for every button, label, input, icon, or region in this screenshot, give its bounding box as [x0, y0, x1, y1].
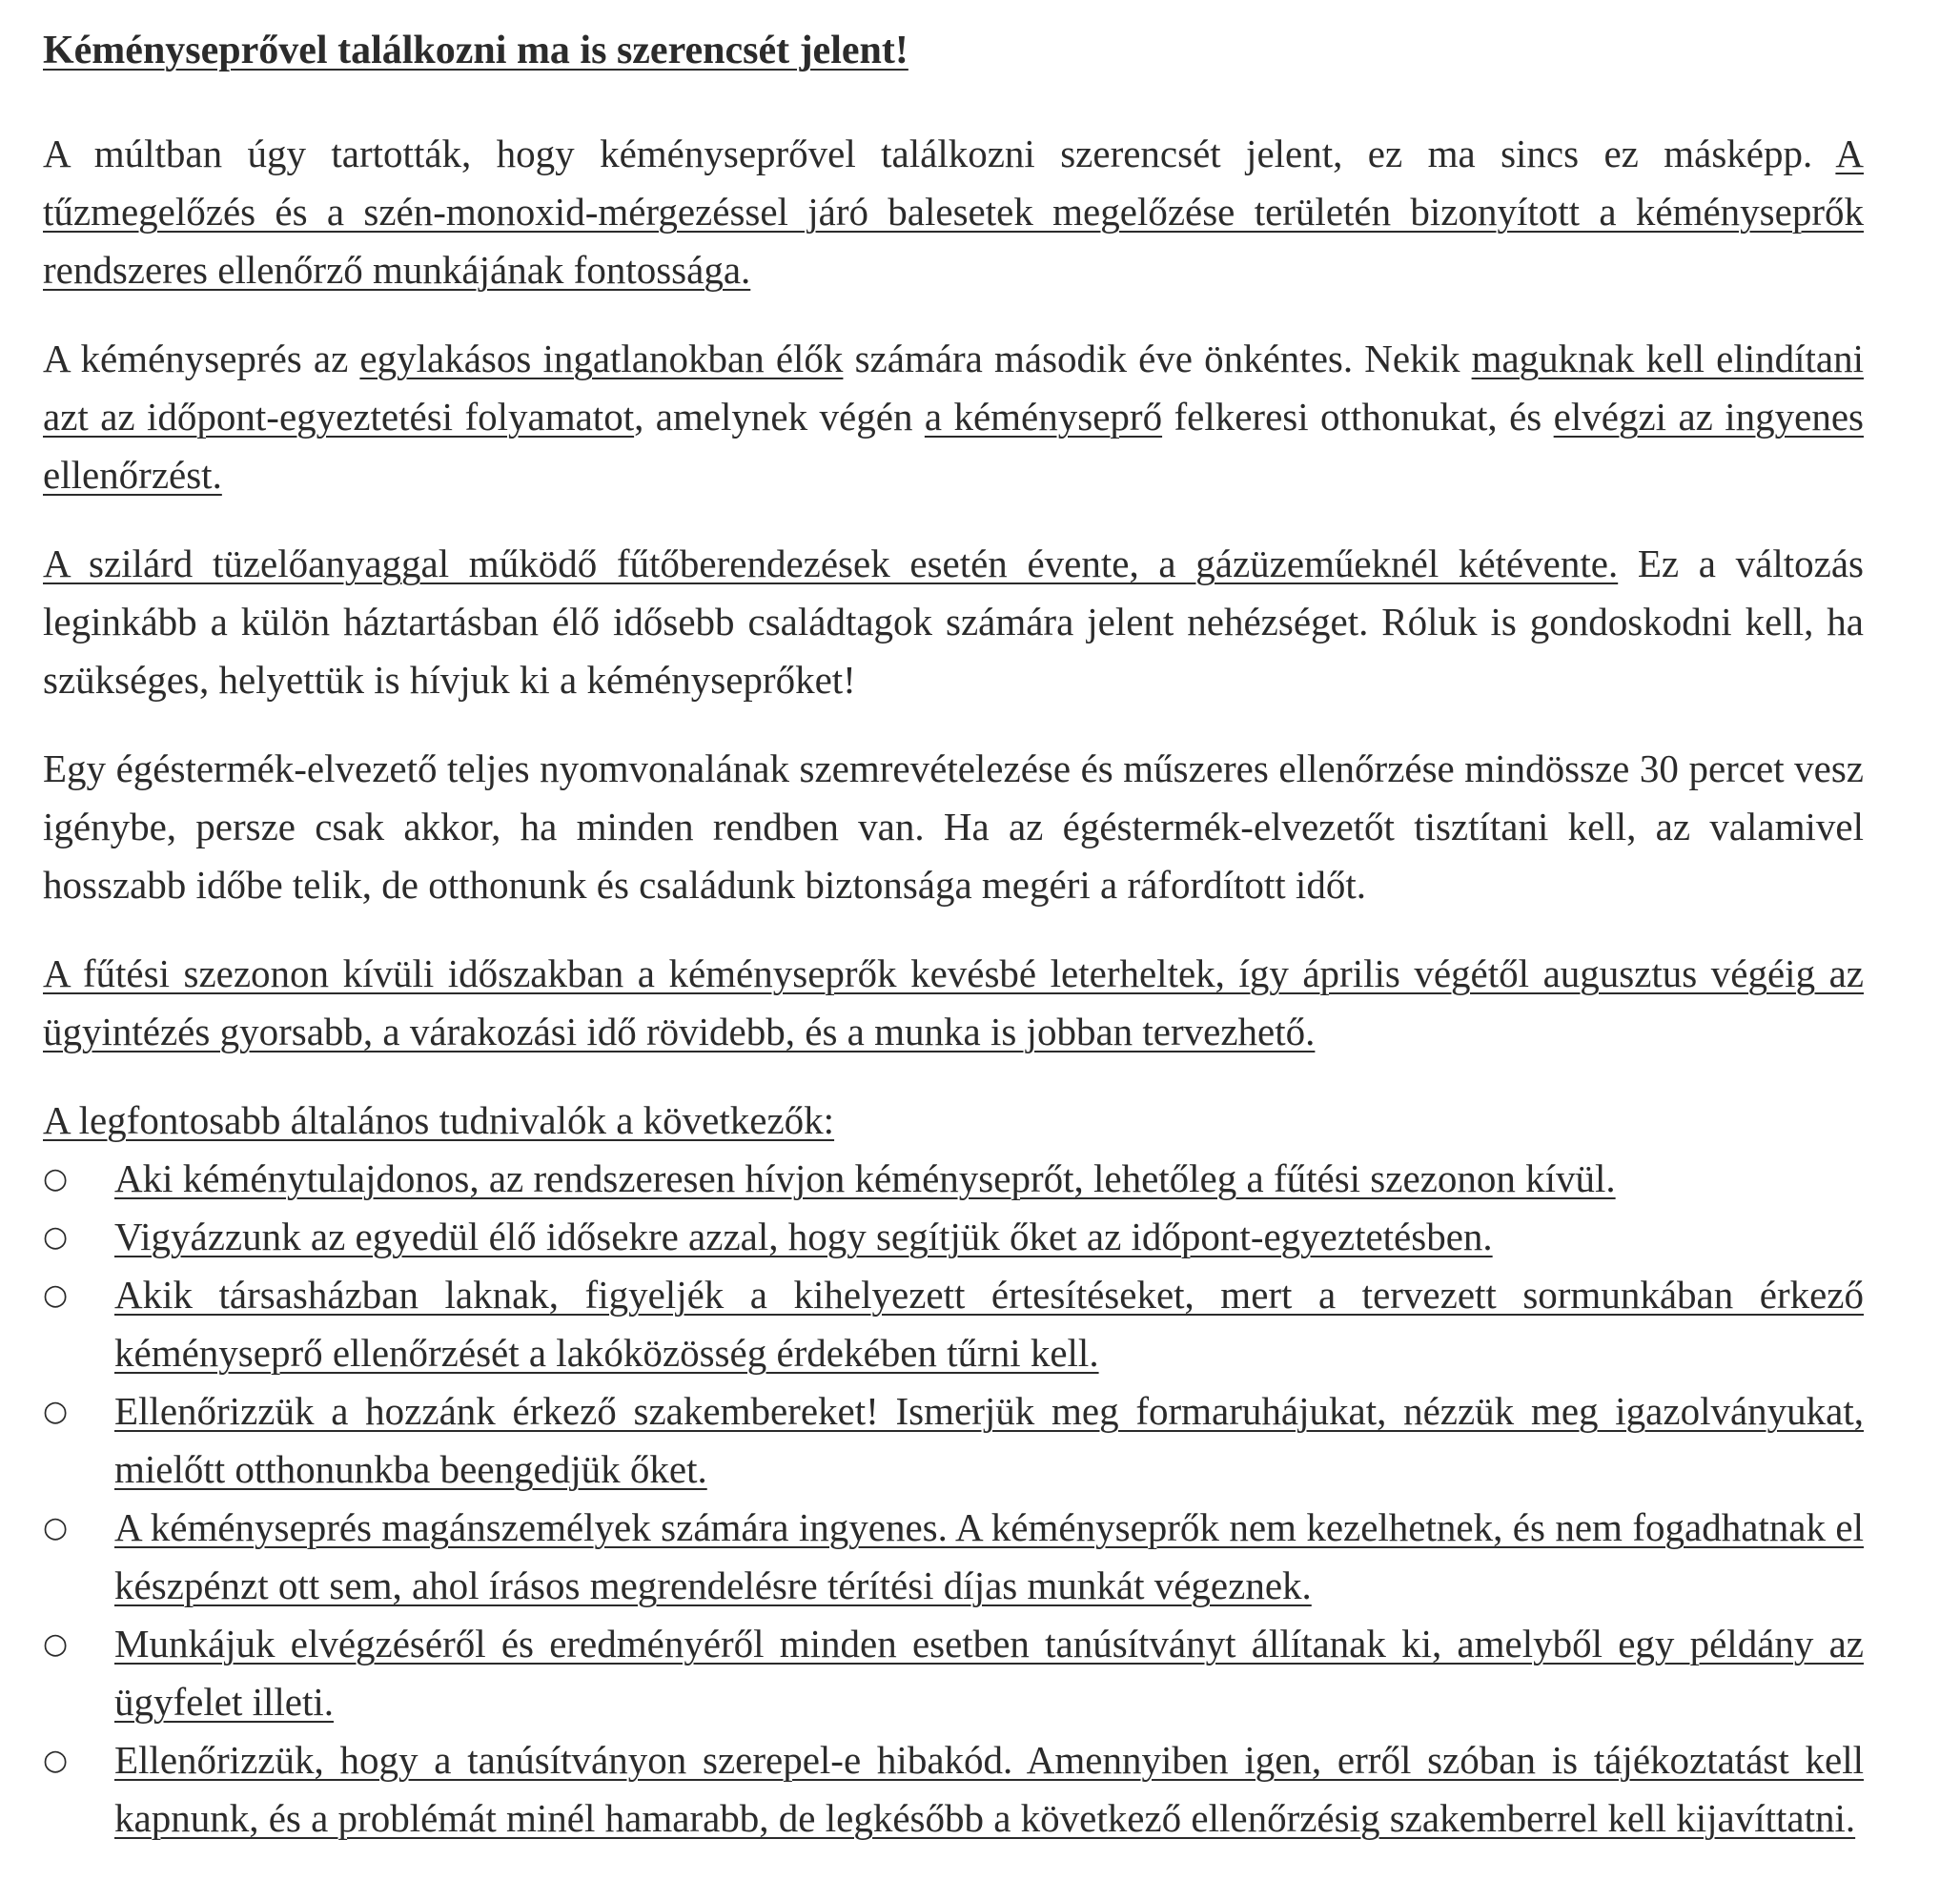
paragraph-intro-underlined: A tűzmegelőzés és a szén-monoxid-mérgezéssel járó balesetek megelőzése területén bizonyított a kéményseprők rendszeres ellenőrző munkájának fontossága. — [43, 132, 1864, 292]
paragraph-voluntary-underlined-3: a kéményseprő — [924, 395, 1163, 439]
document-title: Kéményseprővel találkozni ma is szerencsét jelent! — [43, 29, 909, 72]
circle-bullet-icon: ○ — [43, 1511, 69, 1544]
paragraph-voluntary-text-4: felkeresi otthonukat, és — [1162, 395, 1554, 439]
info-bullet-list — [43, 1150, 1864, 1848]
circle-bullet-icon: ○ — [43, 1395, 69, 1428]
circle-bullet-icon: ○ — [43, 1220, 69, 1254]
paragraph-voluntary-text-3: , amelynek végén — [634, 395, 925, 439]
list-item-text: Akik társasházban laknak, figyeljék a kihelyezett értesítéseket, mert a tervezett sormunkában érkező kéményseprő ellenőrzését a lakóközösség érdekében tűrni kell. — [114, 1273, 1864, 1375]
paragraph-frequency — [43, 535, 1864, 709]
circle-bullet-icon: ○ — [43, 1744, 69, 1777]
paragraph-voluntary-underlined-2: maguknak kell elindítani azt az időpont-egyeztetési folyamatot — [43, 337, 1864, 439]
list-item-text: Ellenőrizzük, hogy a tanúsítványon szerepel-e hibakód. Amennyiben igen, erről szóban is tájékoztatást kell kapnunk, és a problémát minél hamarabb, de legkésőbb a következő ellenőrzésig szakemberrel kell kijavíttatni. — [114, 1738, 1864, 1840]
paragraph-duration — [43, 740, 1864, 914]
circle-bullet-icon: ○ — [43, 1627, 69, 1661]
list-item — [43, 1266, 1864, 1382]
paragraph-frequency-text: Ez a változás leginkább a külön háztartásban élő idősebb családtagok számára jelent nehézséget. Róluk is gondoskodni kell, ha szükséges, helyettük is hívjuk ki a kéményseprőket! — [43, 542, 1864, 702]
list-item — [43, 1382, 1864, 1499]
list-item-text: Aki kéménytulajdonos, az rendszeresen hívjon kéményseprőt, lehetőleg a fűtési szezonon kívül. — [114, 1156, 1616, 1200]
paragraph-off-season — [43, 945, 1864, 1061]
paragraph-voluntary-text-2: számára második éve önkéntes. Nekik — [843, 337, 1472, 380]
paragraph-intro — [43, 125, 1864, 299]
circle-bullet-icon: ○ — [43, 1278, 69, 1312]
circle-bullet-icon: ○ — [43, 1162, 69, 1195]
list-intro: A legfontosabb általános tudnivalók a következők: — [43, 1098, 835, 1142]
paragraph-voluntary-underlined-1: egylakásos ingatlanokban élők — [359, 337, 844, 380]
paragraph-voluntary-underlined-4: elvégzi az ingyenes ellenőrzést. — [43, 395, 1864, 497]
list-item — [43, 1150, 1864, 1208]
list-item-text: Vigyázzunk az egyedül élő idősekre azzal, hogy segítjük őket az időpont-egyeztetésben. — [114, 1215, 1493, 1258]
list-item-text: A kéményseprés magánszemélyek számára ingyenes. A kéményseprők nem kezelhetnek, és nem fogadhatnak el készpénzt ott sem, ahol írásos megrendelésre térítési díjas munkát végeznek. — [114, 1505, 1864, 1607]
list-item — [43, 1615, 1864, 1731]
list-item — [43, 1208, 1864, 1266]
document-page — [43, 0, 1864, 1848]
list-item — [43, 1731, 1864, 1848]
paragraph-voluntary — [43, 330, 1864, 504]
list-item-text: Ellenőrizzük a hozzánk érkező szakembereket! Ismerjük meg formaruhájukat, nézzük meg igazolványukat, mielőtt otthonunkba beengedjük őket. — [114, 1389, 1864, 1491]
paragraph-duration-text: Egy égéstermék-elvezető teljes nyomvonalának szemrevételezése és műszeres ellenőrzése mindössze 30 percet vesz igénybe, persze csak akkor, ha minden rendben van. Ha az égéstermék-elvezetőt tisztítani kell, az valamivel hosszabb időbe telik, de otthonunk és családunk biztonsága megéri a ráfordított időt. — [43, 746, 1864, 907]
paragraph-frequency-underlined: A szilárd tüzelőanyaggal működő fűtőberendezések esetén évente, a gázüzeműeknél kétévente. — [43, 542, 1619, 585]
list-item-text: Munkájuk elvégzéséről és eredményéről minden esetben tanúsítványt állítanak ki, amelyből egy példány az ügyfelet illeti. — [114, 1622, 1864, 1724]
paragraph-voluntary-text-1: A kéményseprés az — [43, 337, 360, 380]
list-item — [43, 1499, 1864, 1615]
paragraph-off-season-underlined: A fűtési szezonon kívüli időszakban a kéményseprők kevésbé leterheltek, így április végétől augusztus végéig az ügyintézés gyorsabb, a várakozási idő rövidebb, és a munka is jobban tervezhető. — [43, 951, 1864, 1053]
paragraph-intro-text: A múltban úgy tartották, hogy kéményseprővel találkozni szerencsét jelent, ez ma sincs ez másképp. — [43, 132, 1836, 175]
